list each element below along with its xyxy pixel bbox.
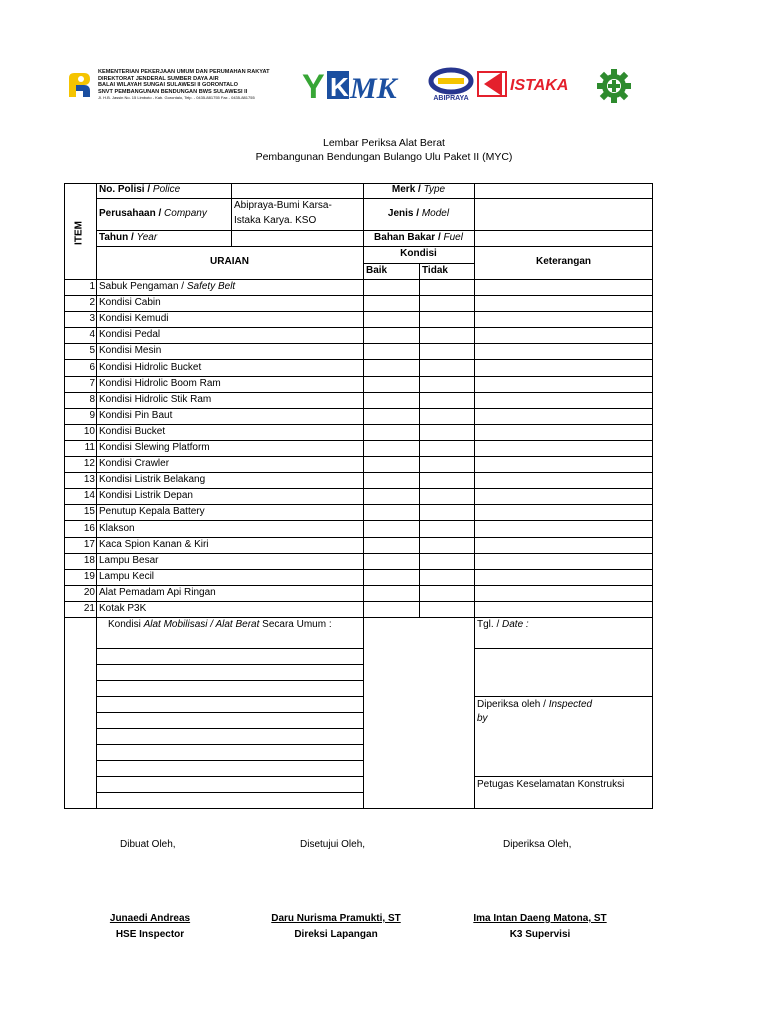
- item-label: Penutup Kepala Battery: [99, 506, 205, 517]
- table-row: [64, 279, 653, 295]
- item-label: Kaca Spion Kanan & Kiri: [99, 539, 209, 550]
- table-row: [64, 408, 653, 424]
- document-title: Lembar Periksa Alat Berat: [323, 137, 445, 149]
- table-row: [64, 392, 653, 408]
- item-number: 1: [89, 281, 95, 292]
- signatory-role-k3: K3 Supervisi: [509, 929, 571, 940]
- item-number: 11: [84, 442, 95, 453]
- petugas-keselamatan-label: Petugas Keselamatan Konstruksi: [477, 779, 625, 790]
- item-number: 18: [83, 555, 95, 566]
- svg-text:K: K: [330, 72, 349, 102]
- item-label: Alat Pemadam Api Ringan: [99, 587, 216, 598]
- item-label: Lampu Besar: [99, 555, 159, 566]
- item-label: Kondisi Pin Baut: [99, 410, 173, 421]
- table-row: [64, 488, 653, 504]
- bahan-bakar-label: Bahan Bakar / Fuel: [374, 232, 463, 243]
- table-row: [64, 360, 653, 376]
- istaka-logo: [476, 70, 576, 98]
- item-number: 16: [83, 523, 95, 534]
- table-row: [64, 456, 653, 472]
- item-label: Lampu Kecil: [99, 571, 155, 582]
- item-number: 20: [83, 587, 95, 598]
- tanggal-label: Tgl. / Date :: [477, 619, 529, 630]
- tahun-label: Tahun / Year: [99, 232, 158, 243]
- tidak-header: Tidak: [422, 265, 448, 276]
- item-number: 7: [89, 378, 95, 389]
- item-number: 5: [89, 345, 95, 356]
- item-number: 6: [89, 362, 95, 373]
- item-label: Sabuk Pengaman / Safety Belt: [99, 281, 236, 292]
- pupr-line: DIREKTORAT JENDERAL SUMBER DAYA AIR: [98, 75, 219, 82]
- table-row: [64, 424, 653, 440]
- item-number: 4: [89, 329, 95, 340]
- item-label: Kondisi Mesin: [99, 345, 162, 356]
- k3-gear-logo: [596, 68, 632, 104]
- signatory-name-hse: Junaedi Andreas: [109, 913, 191, 924]
- table-row: [64, 311, 653, 327]
- pupr-line: BALAI WILAYAH SUNGAI SULAWESI II GORONTALO: [98, 82, 238, 89]
- table-row: [64, 295, 653, 311]
- kondisi-header: Kondisi: [400, 248, 437, 259]
- signatory-role-direksi: Direksi Lapangan: [294, 929, 378, 940]
- item-label: Kondisi Hidrolic Stik Ram: [99, 394, 212, 405]
- item-number: 21: [83, 603, 95, 614]
- table-row: [64, 472, 653, 488]
- table-row: [64, 569, 653, 585]
- pupr-header-text: [98, 69, 288, 102]
- item-number: 13: [83, 474, 95, 485]
- abipraya-logo: [428, 68, 474, 102]
- item-number: 10: [83, 426, 95, 437]
- item-column-label: ITEM: [73, 221, 85, 245]
- baik-header: Baik: [366, 265, 388, 276]
- signature-heading-dibuat: Dibuat Oleh,: [120, 839, 176, 850]
- item-label: Kondisi Slewing Platform: [99, 442, 210, 453]
- no-polisi-label: No. Polisi / Police: [99, 184, 181, 195]
- document-subtitle: Pembangunan Bendungan Bulango Ulu Paket II (MYC): [255, 151, 513, 163]
- item-number: 2: [89, 297, 95, 308]
- item-label: Kondisi Pedal: [99, 329, 161, 340]
- inspection-table: [64, 183, 653, 809]
- keterangan-header: Keterangan: [535, 256, 591, 267]
- signature-heading-disetujui: Disetujui Oleh,: [300, 839, 366, 850]
- table-row: [64, 537, 653, 553]
- item-number: 19: [83, 571, 95, 582]
- item-number: 14: [83, 490, 95, 501]
- pupr-logo: [66, 70, 96, 100]
- table-row: [64, 327, 653, 343]
- item-label: Kondisi Cabin: [99, 297, 161, 308]
- table-row: [64, 376, 653, 392]
- table-row: [64, 585, 653, 601]
- diperiksa-oleh-label: Diperiksa oleh / Inspected by: [477, 699, 593, 724]
- item-label: Kondisi Listrik Depan: [99, 490, 193, 501]
- abipraya-caption: ABIPRAYA: [433, 95, 469, 102]
- svg-text:Y: Y: [302, 68, 325, 106]
- istaka-wordmark: ISTAKA: [510, 77, 569, 94]
- signature-heading-diperiksa: Diperiksa Oleh,: [503, 839, 572, 850]
- svg-text:MK: MK: [350, 72, 397, 105]
- item-number: 9: [89, 410, 95, 421]
- item-label: Kondisi Crawler: [99, 458, 170, 469]
- item-number: 17: [83, 539, 95, 550]
- yk-logo: [300, 66, 397, 106]
- item-number: 3: [89, 313, 95, 324]
- pupr-address: Jl. H.B. Jassin No. 15 Limboto - Kab. Gorontalo, Telp. - 0435-881755 Fax - 0435-881755: [98, 95, 255, 101]
- perusahaan-value: Abipraya-Bumi Karsa- Istaka Karya. KSO: [234, 200, 332, 226]
- table-row: [64, 440, 653, 456]
- pupr-line: KEMENTERIAN PEKERJAAN UMUM DAN PERUMAHAN RAKYAT: [98, 69, 270, 75]
- table-row: [64, 601, 653, 617]
- table-row: [64, 343, 653, 359]
- perusahaan-label: Perusahaan / Company: [99, 208, 207, 219]
- kondisi-umum-label: Kondisi Alat Mobilisasi / Alat Berat Secara Umum :: [108, 619, 332, 630]
- table-row: [64, 553, 653, 569]
- item-number: 15: [83, 506, 95, 517]
- table-row: [64, 504, 653, 520]
- merk-label: Merk / Type: [391, 184, 446, 195]
- table-row: [64, 521, 653, 537]
- item-label: Kondisi Bucket: [99, 426, 166, 437]
- item-number: 12: [83, 458, 95, 469]
- uraian-header: URAIAN: [210, 256, 249, 267]
- item-label: Klakson: [99, 523, 135, 534]
- jenis-label: Jenis / Model: [387, 208, 450, 219]
- item-number: 8: [89, 394, 95, 405]
- pupr-line: SNVT PEMBANGUNAN BENDUNGAN BWS SULAWESI II: [98, 88, 248, 95]
- item-label: Kondisi Hidrolic Boom Ram: [99, 378, 221, 389]
- signatory-name-k3: Ima Intan Daeng Matona, ST: [473, 913, 607, 924]
- signatory-role-hse: HSE Inspector: [115, 929, 185, 940]
- item-label: Kotak P3K: [99, 603, 147, 614]
- item-label: Kondisi Kemudi: [99, 313, 169, 324]
- item-label: Kondisi Listrik Belakang: [99, 474, 206, 485]
- signatory-name-direksi: Daru Nurisma Pramukti, ST: [271, 913, 401, 924]
- item-label: Kondisi Hidrolic Bucket: [99, 362, 202, 373]
